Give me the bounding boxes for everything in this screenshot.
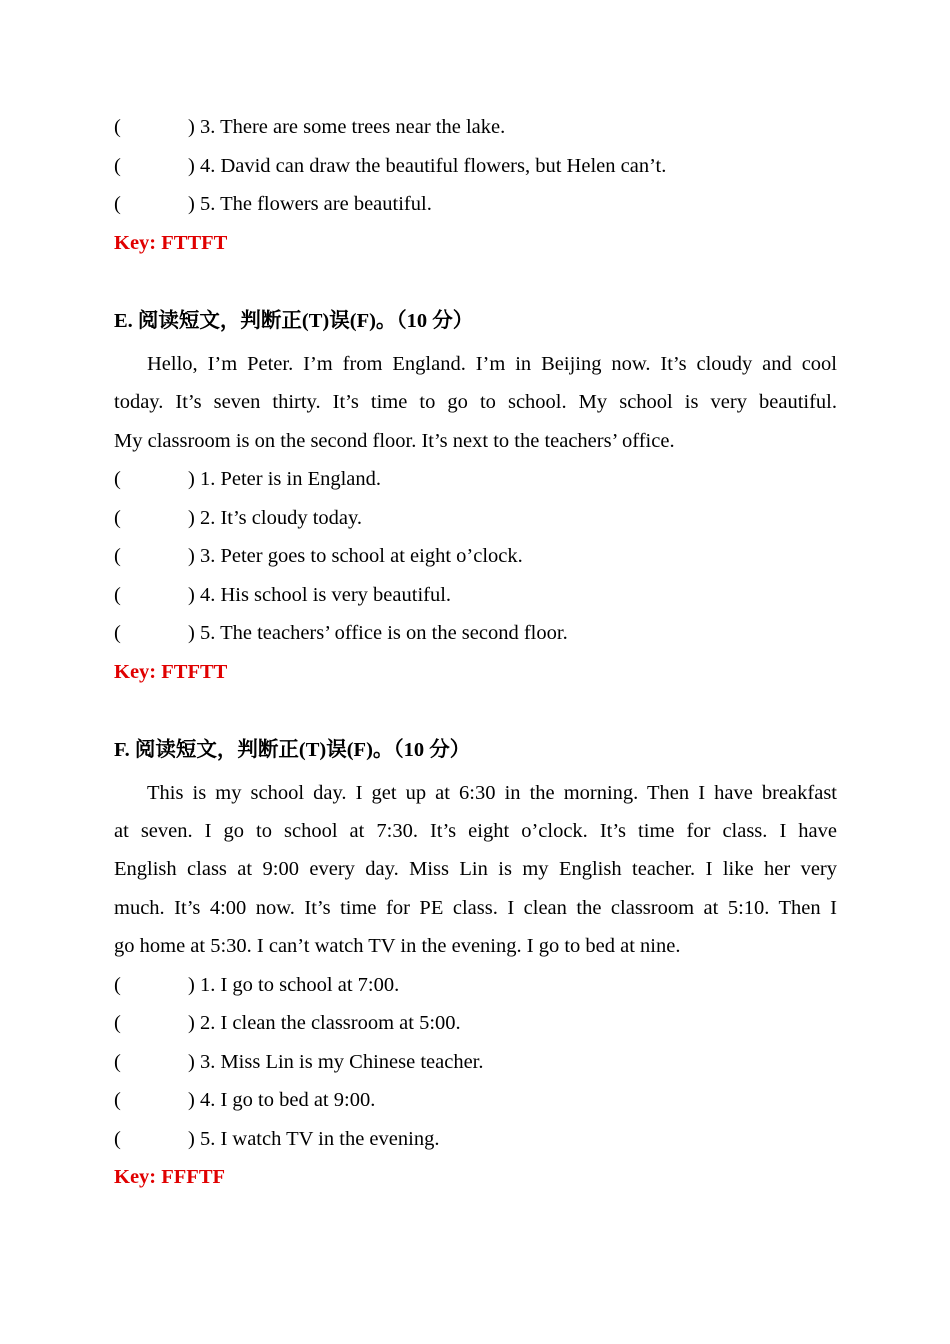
- section-f-heading: F. 阅读短文，判断正(T)误(F)。（10 分）: [114, 739, 471, 761]
- answer-blank[interactable]: (: [114, 1051, 121, 1073]
- answer-key-e: Key: FTFTT: [114, 661, 228, 683]
- question-e2: [114, 506, 837, 530]
- question-e3: [114, 544, 837, 568]
- answer-blank[interactable]: (: [114, 622, 121, 644]
- question-f1: [114, 973, 837, 997]
- question-text: ) 1. I go to school at 7:00.: [188, 974, 400, 996]
- answer-blank[interactable]: (: [114, 1089, 121, 1111]
- question-text: ) 5. The flowers are beautiful.: [188, 193, 432, 215]
- passage-e-line-1: Hello, I’m Peter. I’m from England. I’m in Beijing now. It’s cloudy and cool: [147, 353, 837, 375]
- answer-blank[interactable]: (: [114, 193, 121, 215]
- answer-key-f: Key: FFFTF: [114, 1166, 226, 1188]
- question-text: ) 4. His school is very beautiful.: [188, 584, 452, 606]
- question-e1: [114, 467, 837, 491]
- passage-f-line-3: English class at 9:00 every day. Miss Lin is my English teacher. I like her very: [114, 858, 837, 880]
- answer-blank[interactable]: (: [114, 155, 121, 177]
- answer-blank[interactable]: (: [114, 116, 121, 138]
- passage-e-line-2: today. It’s seven thirty. It’s time to go to school. My school is very beautiful.: [114, 391, 837, 413]
- question-text: ) 3. Peter goes to school at eight o’clock.: [188, 545, 523, 567]
- question-text: ) 2. It’s cloudy today.: [188, 507, 363, 529]
- passage-f-line-2: at seven. I go to school at 7:30. It’s eight o’clock. It’s time for class. I have: [114, 820, 837, 842]
- question-text: ) 4. David can draw the beautiful flowers, but Helen can’t.: [188, 155, 667, 177]
- answer-blank[interactable]: (: [114, 507, 121, 529]
- passage-f-line-5: go home at 5:30. I can’t watch TV in the evening. I go to bed at nine.: [114, 935, 681, 957]
- question-d4: [114, 154, 837, 178]
- answer-blank[interactable]: (: [114, 584, 121, 606]
- question-f4: [114, 1088, 837, 1112]
- question-text: ) 5. The teachers’ office is on the second floor.: [188, 622, 568, 644]
- passage-f-line-4: much. It’s 4:00 now. It’s time for PE class. I clean the classroom at 5:10. Then I: [114, 897, 837, 919]
- answer-blank[interactable]: (: [114, 545, 121, 567]
- answer-blank[interactable]: (: [114, 1012, 121, 1034]
- question-text: ) 3. Miss Lin is my Chinese teacher.: [188, 1051, 484, 1073]
- question-d3: [114, 115, 837, 139]
- answer-blank[interactable]: (: [114, 974, 121, 996]
- question-text: ) 2. I clean the classroom at 5:00.: [188, 1012, 461, 1034]
- question-e5: [114, 621, 837, 645]
- question-text: ) 5. I watch TV in the evening.: [188, 1128, 440, 1150]
- question-d5: [114, 192, 837, 216]
- question-text: ) 3. There are some trees near the lake.: [188, 116, 506, 138]
- question-text: ) 1. Peter is in England.: [188, 468, 382, 490]
- answer-key-d: Key: FTTFT: [114, 232, 228, 254]
- passage-e-line-3: My classroom is on the second floor. It’s next to the teachers’ office.: [114, 430, 675, 452]
- question-e4: [114, 583, 837, 607]
- passage-f-line-1: This is my school day. I get up at 6:30 in the morning. Then I have breakfast: [147, 782, 837, 804]
- question-f5: [114, 1127, 837, 1151]
- question-text: ) 4. I go to bed at 9:00.: [188, 1089, 376, 1111]
- question-f3: [114, 1050, 837, 1074]
- section-e-heading: E. 阅读短文，判断正(T)误(F)。（10 分）: [114, 310, 474, 332]
- question-f2: [114, 1011, 837, 1035]
- answer-blank[interactable]: (: [114, 1128, 121, 1150]
- answer-blank[interactable]: (: [114, 468, 121, 490]
